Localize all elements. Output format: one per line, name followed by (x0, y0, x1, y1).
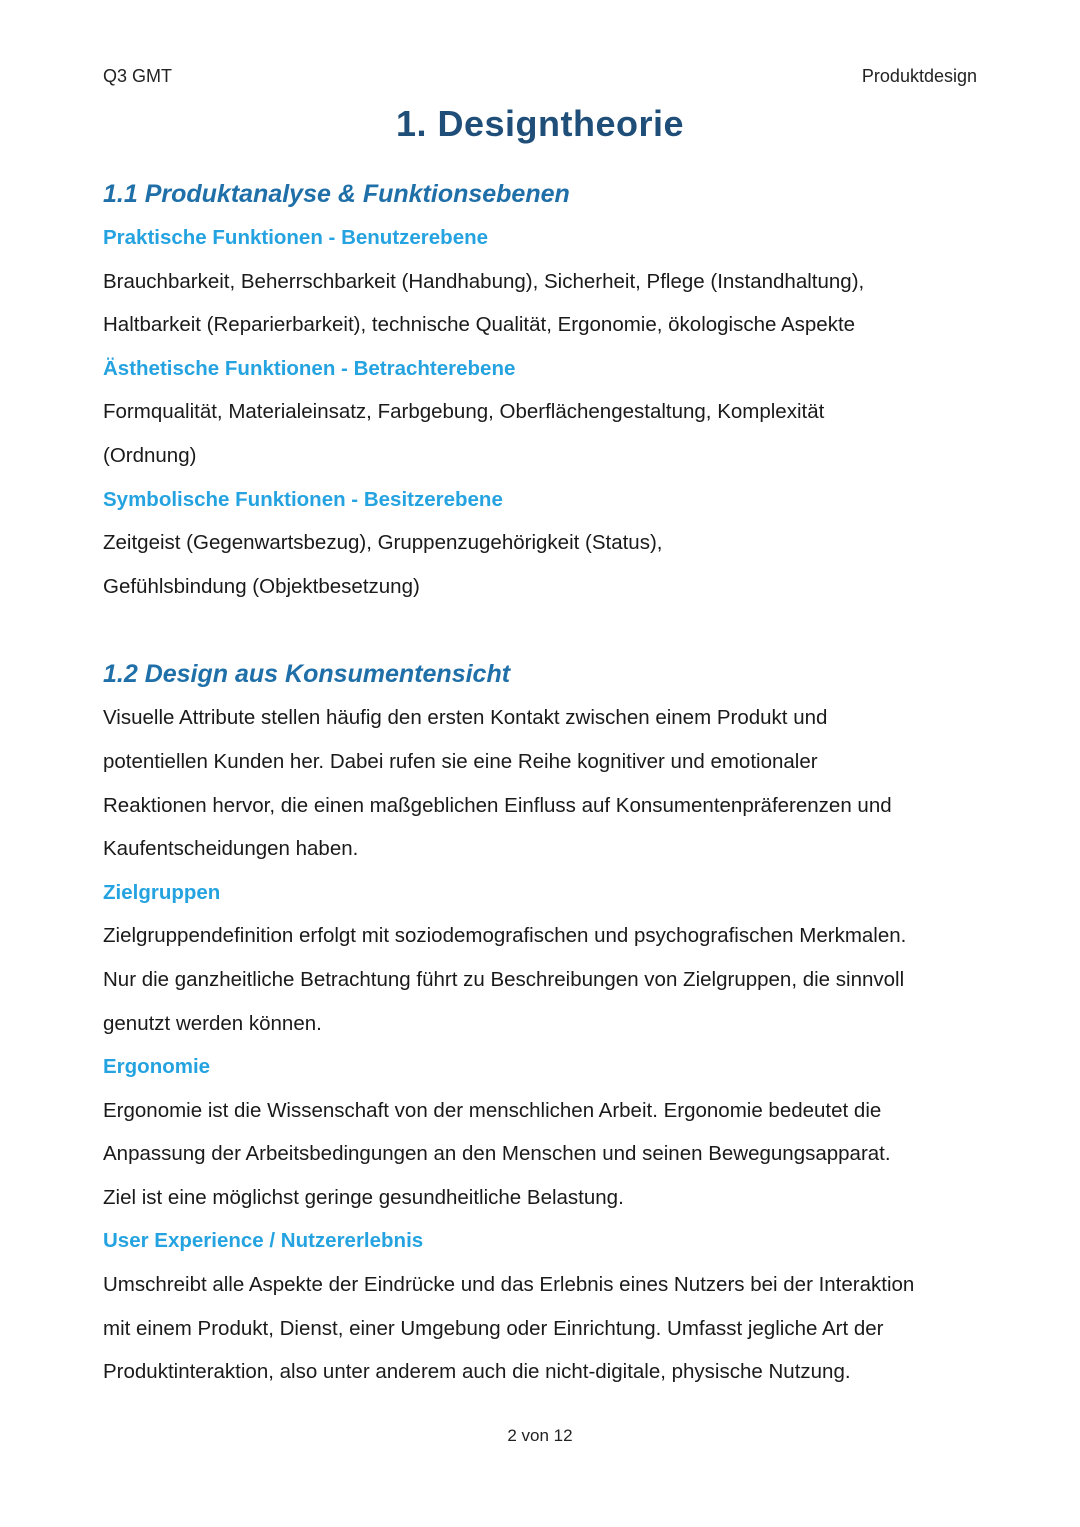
body-line: Umschreibt alle Aspekte der Eindrücke und das Erlebnis eines Nutzers bei der Interaktion (103, 1273, 915, 1297)
body-line: Reaktionen hervor, die einen maßgeblichen Einfluss auf Konsumentenpräferenzen und (103, 793, 892, 817)
subheading-symbolische-funktionen: Symbolische Funktionen - Besitzerebene (103, 487, 503, 511)
document-content (103, 172, 983, 1394)
body-line: Zielgruppendefinition erfolgt mit soziodemografischen und psychografischen Merkmalen. (103, 924, 907, 948)
section-heading: 1.2 Design aus Konsumentensicht (103, 660, 511, 689)
subheading-user-experience: User Experience / Nutzererlebnis (103, 1229, 424, 1253)
body-line: mit einem Produkt, Dienst, einer Umgebung oder Einrichtung. Umfasst jegliche Art der (103, 1316, 884, 1340)
body-line: genutzt werden können. (103, 1011, 322, 1035)
body-line: Brauchbarkeit, Beherrschbarkeit (Handhabung), Sicherheit, Pflege (Instandhaltung), (103, 269, 865, 293)
body-line: Kaufentscheidungen haben. (103, 837, 359, 861)
body-line: (Ordnung) (103, 443, 197, 467)
body-line: Gefühlsbindung (Objektbesetzung) (103, 574, 420, 598)
header-subject-label: Produktdesign (861, 66, 977, 86)
subheading-aesthetische-funktionen: Ästhetische Funktionen - Betrachterebene (103, 356, 516, 380)
section-spacer (103, 608, 983, 652)
header-course-label: Q3 GMT (103, 66, 173, 86)
page-title: 1. Designtheorie (395, 103, 685, 144)
body-line: Anpassung der Arbeitsbedingungen an den Menschen und seinen Bewegungsapparat. (103, 1142, 891, 1166)
body-line: Visuelle Attribute stellen häufig den ersten Kontakt zwischen einem Produkt und (103, 706, 828, 730)
section-heading: 1.1 Produktanalyse & Funktionsebenen (103, 180, 570, 208)
body-line: Produktinteraktion, also unter anderem auch die nicht-digitale, physische Nutzung. (103, 1360, 851, 1384)
body-line: Formqualität, Materialeinsatz, Farbgebung, Oberflächengestaltung, Komplexität (103, 400, 825, 424)
body-line: Ziel ist eine möglichst geringe gesundheitliche Belastung. (103, 1185, 624, 1209)
subheading-ergonomie: Ergonomie (103, 1055, 211, 1079)
body-line: Zeitgeist (Gegenwartsbezug), Gruppenzugehörigkeit (Status), (103, 531, 663, 555)
subheading-zielgruppen: Zielgruppen (103, 880, 221, 904)
body-line: Haltbarkeit (Reparierbarkeit), technische Qualität, Ergonomie, ökologische Aspekte (103, 313, 856, 337)
body-line: potentiellen Kunden her. Dabei rufen sie eine Reihe kognitiver und emotionaler (103, 749, 818, 773)
body-line: Ergonomie ist die Wissenschaft von der menschlichen Arbeit. Ergonomie bedeutet die (103, 1098, 882, 1122)
subheading-praktische-funktionen: Praktische Funktionen - Benutzerebene (103, 226, 489, 249)
page-number: 2 von 12 (507, 1426, 573, 1445)
body-line: Nur die ganzheitliche Betrachtung führt zu Beschreibungen von Zielgruppen, die sinnvoll (103, 967, 905, 991)
